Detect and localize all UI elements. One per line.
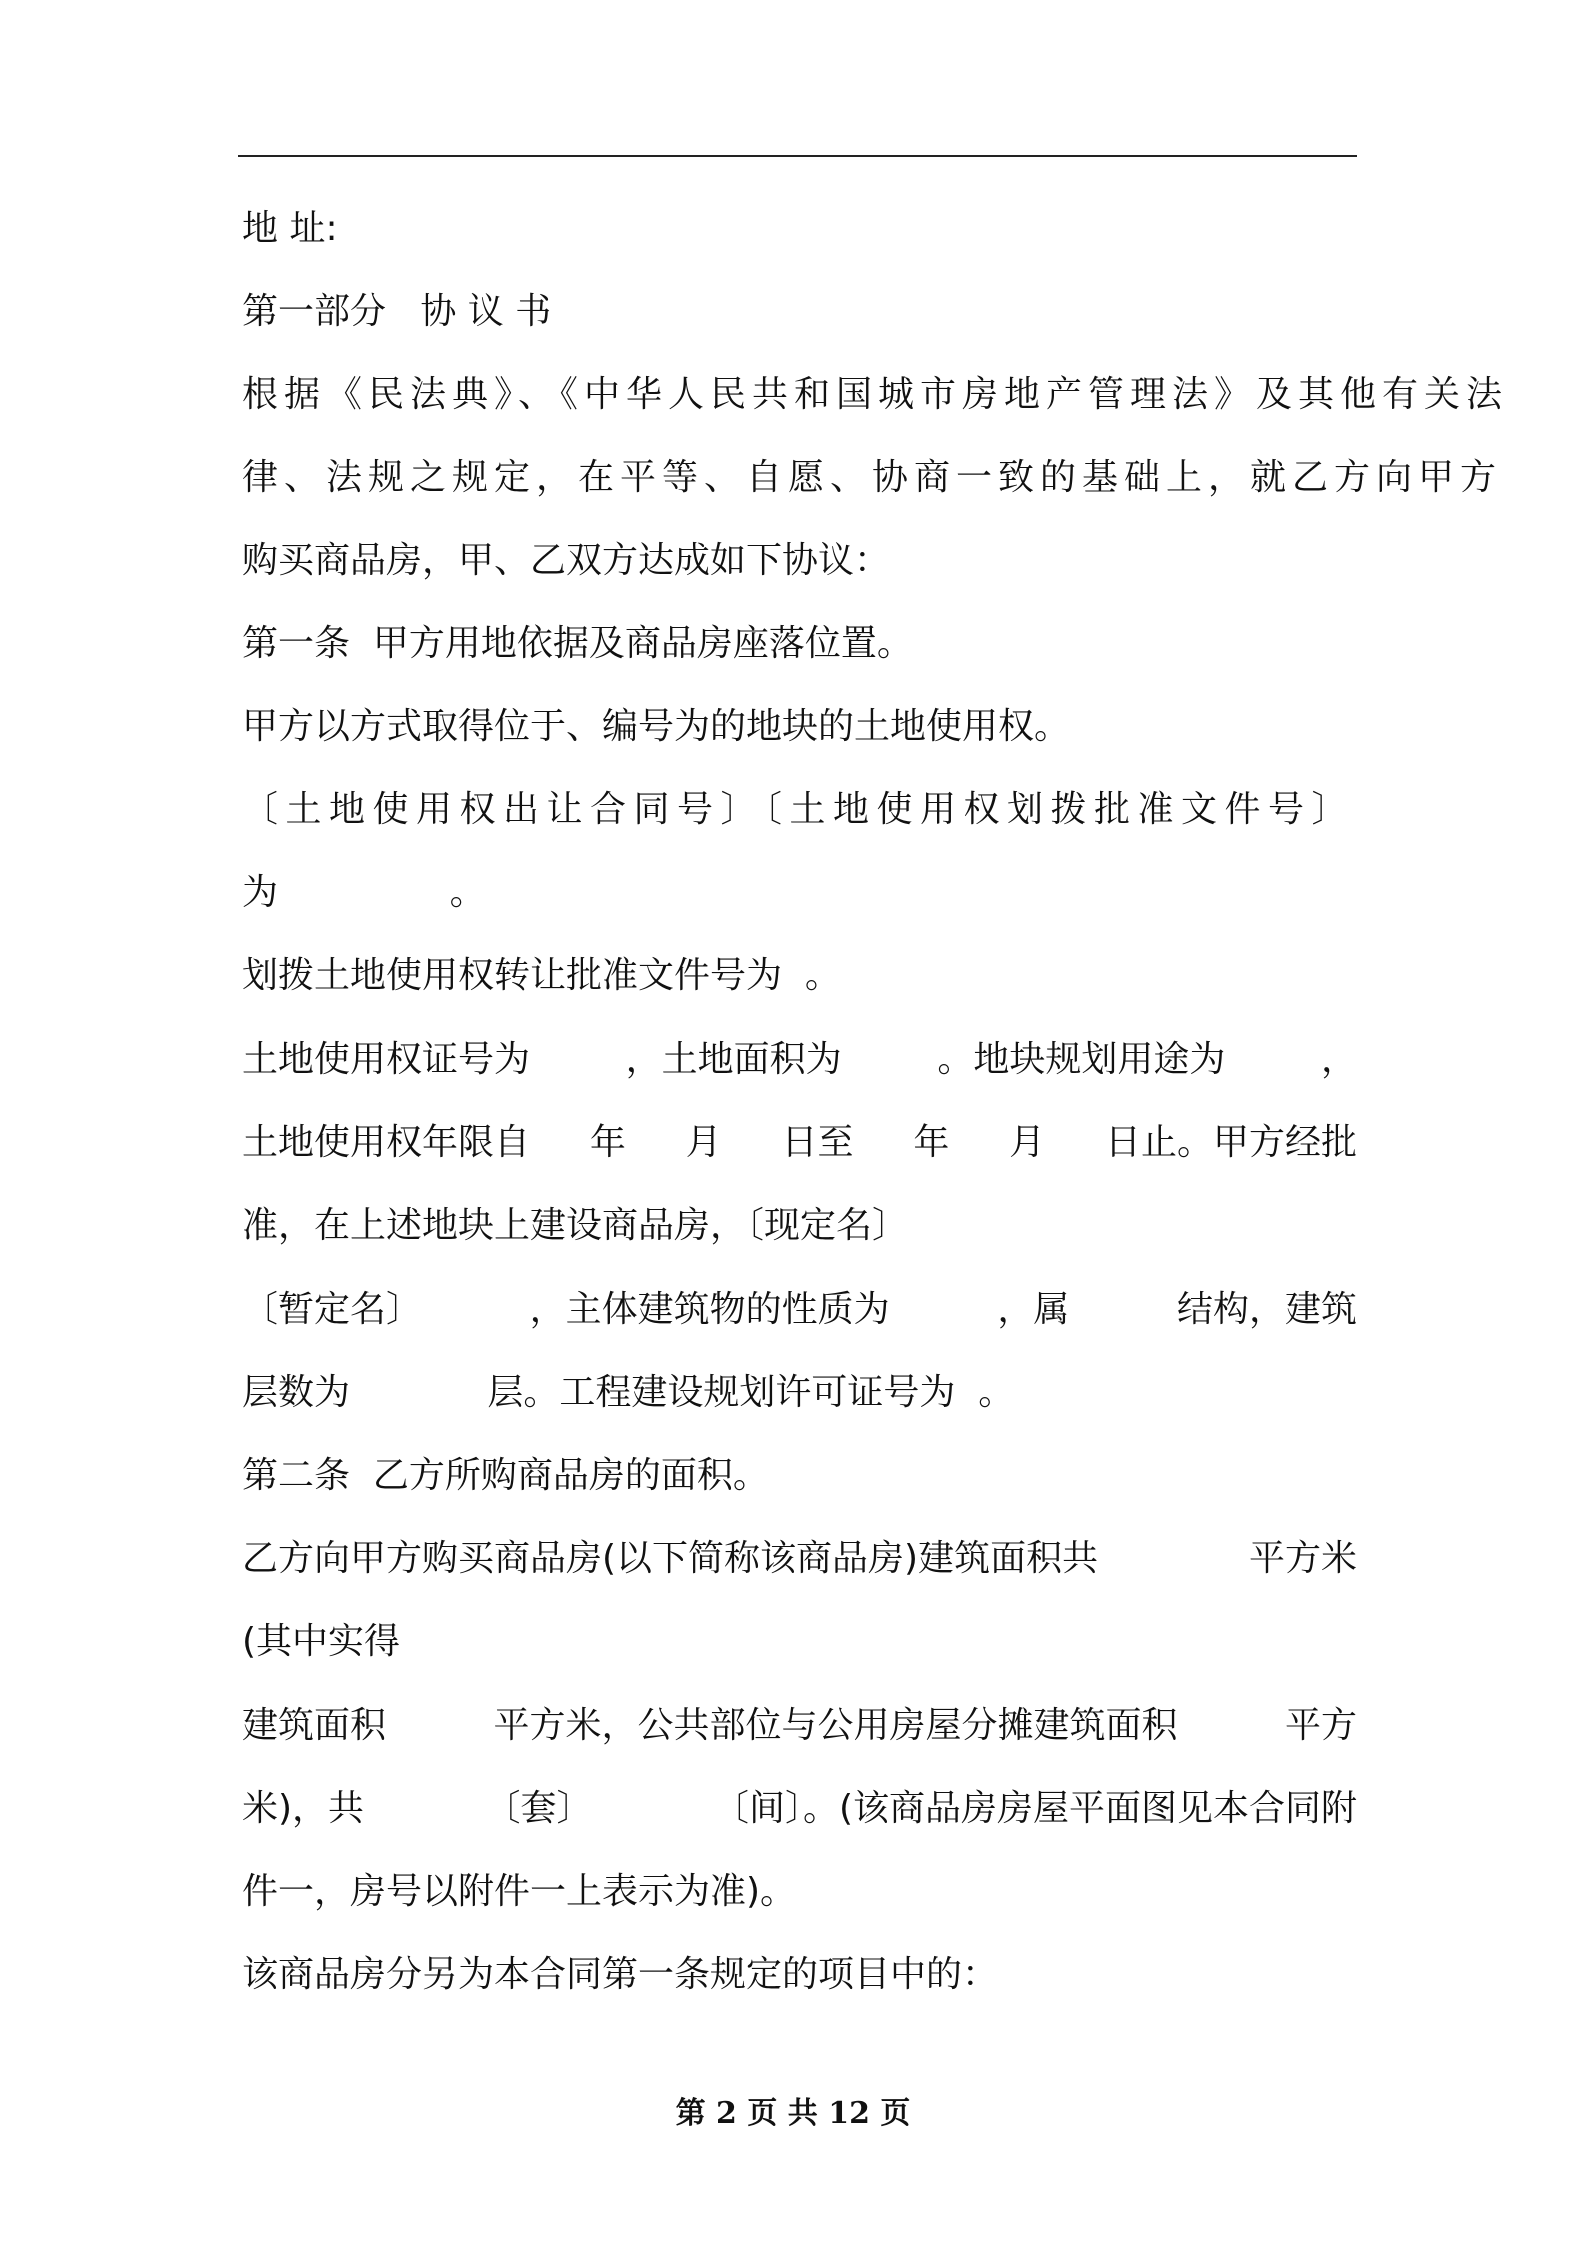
paragraph-line-3: 购买商品房，甲、乙双方达成如下协议： <box>242 540 891 581</box>
segment: 。地块规划用途为 <box>937 1039 1226 1080</box>
paragraph-line-12: 层数为 层。工程建设规划许可证号为 。 <box>242 1372 1015 1413</box>
segment: 米)，共 <box>242 1788 365 1829</box>
segment: 平方 <box>1284 1705 1357 1746</box>
segment: ，主体建筑物的性质为 <box>529 1289 890 1330</box>
paragraph-line-9 <box>242 1121 1357 1165</box>
article-1-heading: 第一条 甲方用地依据及商品房座落位置。 <box>242 623 913 664</box>
paragraph-line-8 <box>242 1038 1357 1082</box>
paragraph-line-13 <box>242 1537 1357 1581</box>
paragraph-line-16 <box>242 1787 1357 1831</box>
segment: 乙方向甲方购买商品房(以下简称该商品房)建筑面积共 <box>242 1538 1099 1579</box>
segment: 土地使用权证号为 <box>242 1039 531 1080</box>
article-2-heading: 第二条 乙方所购商品房的面积。 <box>242 1455 769 1496</box>
paragraph-line-2: 律、法规之规定，在平等、自愿、协商一致的基础上，就乙方向甲方 <box>242 457 1503 498</box>
header-rule <box>238 155 1357 157</box>
segment: ， <box>1320 1039 1357 1080</box>
paragraph-line-18: 该商品房分另为本合同第一条规定的项目中的： <box>242 1954 999 1995</box>
paragraph-line-10: 准，在上述地块上建设商品房，〔现定名〕 <box>242 1205 909 1246</box>
paragraph-line-7: 划拨土地使用权转让批准文件号为 。 <box>242 955 841 996</box>
segment: ，属 <box>997 1289 1070 1330</box>
segment: 年 <box>589 1122 626 1163</box>
segment: 平方米 <box>1248 1538 1357 1579</box>
paragraph-line-11 <box>242 1288 1357 1332</box>
section-heading: 第一部分 协 议 书 <box>242 291 552 332</box>
segment: 日至 <box>781 1122 854 1163</box>
paragraph-line-1: 根据《民法典》、《中华人民共和国城市房地产管理法》及其他有关法 <box>242 374 1509 415</box>
segment: 〔暂定名〕 <box>242 1289 423 1330</box>
paragraph-line-4: 甲方以方式取得位于、编号为的地块的土地使用权。 <box>242 706 1071 747</box>
segment: 建筑面积 <box>242 1705 387 1746</box>
segment: 日止。甲方经批 <box>1104 1122 1357 1163</box>
segment: 〔套〕 <box>484 1788 593 1829</box>
segment: 土地使用权年限自 <box>242 1122 531 1163</box>
segment: 〔间〕。(该商品房房屋平面图见本合同附 <box>712 1788 1357 1829</box>
address-label: 地 址: <box>242 208 338 249</box>
segment: 结构，建筑 <box>1176 1289 1357 1330</box>
paragraph-line-5: 〔土地使用权出让合同号〕〔土地使用权划拨批准文件号〕 <box>242 789 1356 830</box>
segment: 月 <box>685 1122 722 1163</box>
segment: ，土地面积为 <box>625 1039 842 1080</box>
segment: 月 <box>1009 1122 1046 1163</box>
paragraph-line-6: 为 。 <box>242 872 486 913</box>
segment: 年 <box>913 1122 950 1163</box>
paragraph-line-17: 件一，房号以附件一上表示为准)。 <box>242 1871 797 1912</box>
paragraph-line-15 <box>242 1704 1357 1748</box>
page-number: 第 2 页 共 12 页 <box>675 2096 911 2131</box>
paragraph-line-14: (其中实得 <box>242 1621 401 1662</box>
segment: 平方米，公共部位与公用房屋分摊建筑面积 <box>493 1705 1178 1746</box>
